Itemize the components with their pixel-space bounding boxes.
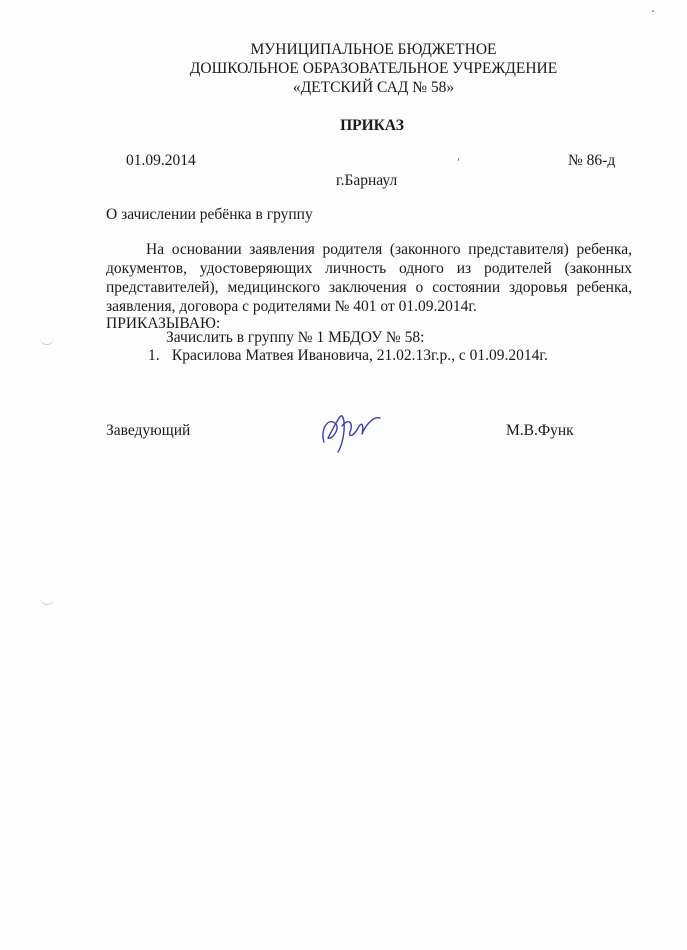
signatory-role: Заведующий (106, 422, 191, 439)
paper-speck (458, 158, 459, 161)
institution-name-line-1: МУНИЦИПАЛЬНОЕ БЮДЖЕТНОЕ (250, 41, 497, 58)
order-date: 01.09.2014 (126, 152, 196, 169)
order-basis-paragraph (106, 240, 632, 316)
punch-mark (40, 338, 54, 345)
enroll-instruction: Зачислить в группу № 1 МБДОУ № 58: (166, 329, 425, 346)
paper-speck (652, 10, 654, 12)
punch-mark (40, 598, 54, 605)
order-basis-text: На основании заявления родителя (законного представителя) ребенка, документов, удостоверяющих личность одного из родителей (законных представителей), медицинского заключения о состоянии здоровья ребенка, заявления, договора с родителями № 401 от 01.09.2014г. (106, 241, 632, 315)
institution-name-line-2: ДОШКОЛЬНОЕ ОБРАЗОВАТЕЛЬНОЕ УЧРЕЖДЕНИЕ (189, 60, 558, 77)
list-item-number: 1. (148, 347, 160, 364)
order-city: г.Барнаул (336, 172, 398, 189)
order-directive-word: ПРИКАЗЫВАЮ: (106, 315, 221, 332)
signatory-name: М.В.Функ (506, 422, 574, 439)
institution-name-line-3: «ДЕТСКИЙ САД № 58» (292, 79, 455, 96)
order-number: № 86-д (568, 152, 616, 169)
handwritten-signature (318, 402, 388, 454)
order-subject: О зачислении ребёнка в группу (106, 206, 313, 223)
document-title: ПРИКАЗ (340, 117, 404, 134)
list-item (148, 346, 548, 365)
list-item-text: Красилова Матвея Ивановича, 21.02.13г.р., с 01.09.2014г. (171, 347, 548, 364)
